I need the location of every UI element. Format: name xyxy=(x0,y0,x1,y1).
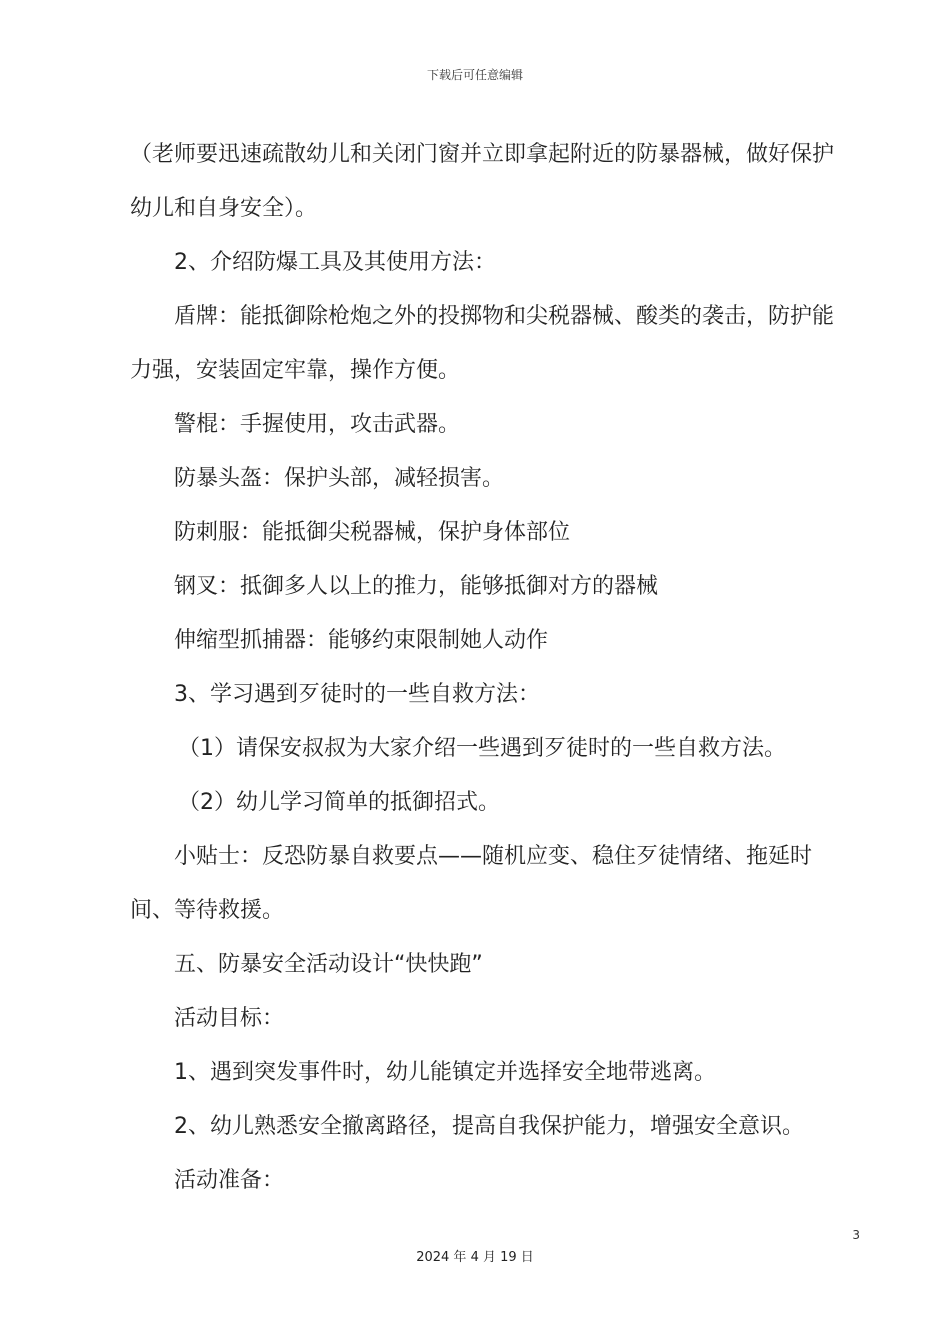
paragraph: 2、介绍防爆工具及其使用方法： xyxy=(174,250,496,275)
paragraph: （2）幼儿学习简单的抵御招式。 xyxy=(178,790,500,815)
paragraph: 伸缩型抓捕器：能够约束限制她人动作 xyxy=(174,628,549,653)
paragraph: （老师要迅速疏散幼儿和关闭门窗并立即拿起附近的防暴器械，做好保护幼儿和自身安全）。 xyxy=(130,142,835,221)
paragraph: 防刺服：能抵御尖税器械，保护身体部位 xyxy=(174,520,571,545)
paragraph: 五、防暴安全活动设计“快快跑” xyxy=(174,952,483,977)
paragraph: 2、幼儿熟悉安全撤离路径，提高自我保护能力，增强安全意识。 xyxy=(174,1114,804,1139)
paragraph: 警棍：手握使用，攻击武器。 xyxy=(174,412,461,437)
paragraph: 钢叉：抵御多人以上的推力，能够抵御对方的器械 xyxy=(174,574,659,599)
paragraph: （1）请保安叔叔为大家介绍一些遇到歹徒时的一些自救方法。 xyxy=(178,736,786,761)
paragraph: 盾牌：能抵御除枪炮之外的投掷物和尖税器械、酸类的袭击，防护能力强，安装固定牢靠，操作方便。 xyxy=(130,304,835,383)
paragraph: 3、学习遇到歹徒时的一些自救方法： xyxy=(174,682,540,707)
page-number: 3 xyxy=(852,1228,860,1242)
paragraph: 防暴头盔：保护头部，减轻损害。 xyxy=(174,466,505,491)
paragraph: 活动准备： xyxy=(174,1168,285,1193)
document-body xyxy=(130,128,850,1208)
paragraph: 活动目标： xyxy=(174,1006,285,1031)
paragraph: 1、遇到突发事件时，幼儿能镇定并选择安全地带逃离。 xyxy=(174,1060,716,1085)
page-footer-date: 2024 年 4 月 19 日 xyxy=(416,1250,534,1265)
paragraph: 小贴士：反恐防暴自救要点——随机应变、稳住歹徒情绪、拖延时间、等待救援。 xyxy=(130,844,813,923)
page-header: 下载后可任意编辑 xyxy=(426,68,523,82)
